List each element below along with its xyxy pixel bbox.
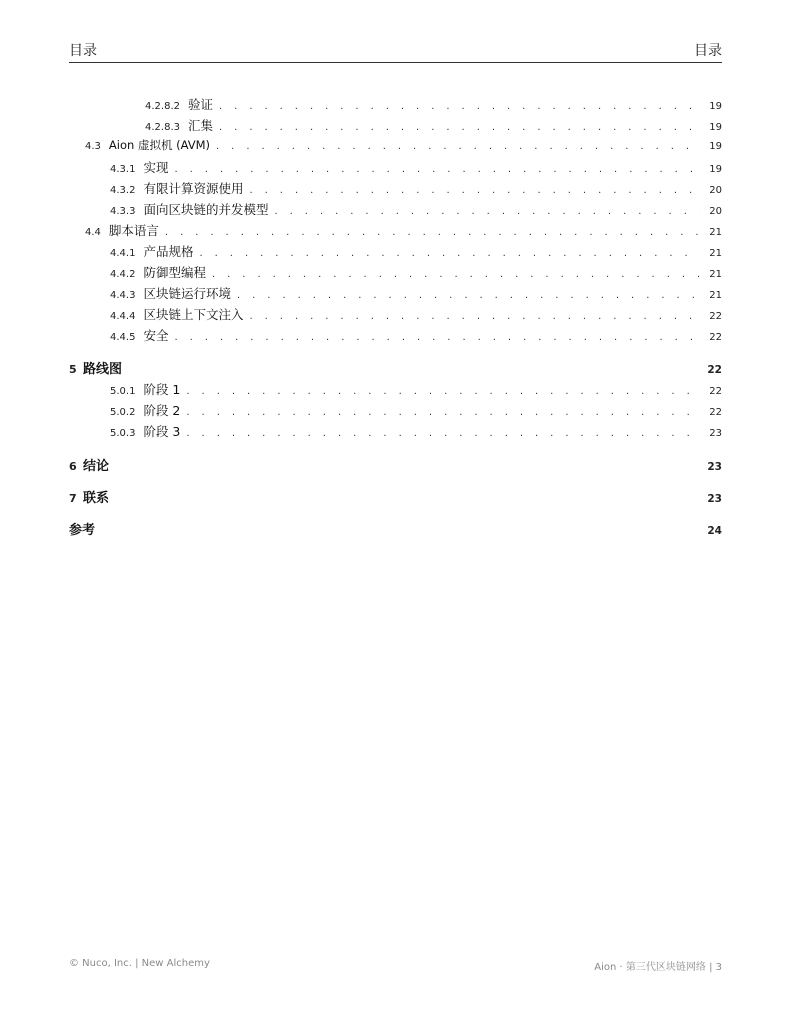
toc-chapter-6[interactable] bbox=[69, 455, 722, 474]
toc-entry-5-0-2[interactable] bbox=[69, 401, 722, 417]
toc-page-number: 19 bbox=[709, 141, 722, 152]
toc-chapter-7[interactable] bbox=[69, 487, 722, 506]
toc-page-number: 21 bbox=[709, 248, 722, 259]
toc-number: 4.4.1 bbox=[110, 248, 136, 259]
toc-leader-dots bbox=[237, 290, 700, 301]
toc-title: 面向区块链的并发模型 bbox=[143, 202, 269, 217]
toc-leader-dots bbox=[174, 164, 700, 175]
toc-page-number: 21 bbox=[709, 290, 722, 301]
toc-leader-dots bbox=[186, 386, 700, 397]
toc-page-number: 23 bbox=[707, 493, 722, 505]
toc-leader-dots bbox=[186, 428, 700, 439]
toc-entry-4-3[interactable] bbox=[69, 137, 722, 153]
toc-entry-4-4-5[interactable] bbox=[69, 326, 722, 342]
footer-document-title: Aion · 第三代区块链网络 | 3 bbox=[594, 962, 722, 973]
toc-page-number: 21 bbox=[709, 227, 722, 238]
toc-entry-4-4-1[interactable] bbox=[69, 242, 722, 258]
toc-leader-dots bbox=[249, 185, 700, 196]
page-header bbox=[69, 42, 722, 63]
toc-page-number: 22 bbox=[707, 364, 722, 376]
toc-references[interactable] bbox=[69, 519, 722, 538]
toc-page-number: 23 bbox=[709, 428, 722, 439]
toc-entry-4-4-2[interactable] bbox=[69, 263, 722, 279]
toc-title: 验证 bbox=[188, 97, 214, 112]
toc-title: 阶段 2 bbox=[143, 403, 181, 418]
toc-leader-dots bbox=[212, 269, 700, 280]
toc-entry-4-4-4[interactable] bbox=[69, 305, 722, 321]
toc-chapter-number: 5 bbox=[69, 363, 77, 376]
toc-title: 阶段 3 bbox=[143, 424, 181, 439]
toc-number: 4.3.1 bbox=[110, 164, 136, 175]
toc-page-number: 19 bbox=[709, 164, 722, 175]
toc-leader-dots bbox=[274, 206, 700, 217]
toc-number: 4.4.4 bbox=[110, 311, 136, 322]
toc-title: 防御型编程 bbox=[143, 265, 206, 280]
toc-title: 产品规格 bbox=[143, 244, 194, 259]
toc-chapter-number: 7 bbox=[69, 492, 77, 505]
toc-page-number: 19 bbox=[709, 101, 722, 112]
toc-entry-4-4-3[interactable] bbox=[69, 284, 722, 300]
toc-number: 4.3.2 bbox=[110, 185, 136, 196]
toc-entry-4-4[interactable] bbox=[69, 221, 722, 237]
toc-chapter-title: 结论 bbox=[83, 459, 110, 474]
toc-title: 汇集 bbox=[188, 118, 214, 133]
toc-leader-dots bbox=[174, 332, 700, 343]
toc-page-number: 22 bbox=[709, 332, 722, 343]
toc-page-number: 22 bbox=[709, 386, 722, 397]
toc-entry-5-0-3[interactable] bbox=[69, 422, 722, 438]
toc-title: 脚本语言 bbox=[108, 223, 159, 238]
toc-page-number: 23 bbox=[707, 461, 722, 473]
toc-title: 区块链运行环境 bbox=[143, 286, 231, 301]
toc-title: 安全 bbox=[143, 328, 169, 343]
toc-chapter-title: 参考 bbox=[69, 523, 96, 538]
toc-entry-4-2-8-2[interactable] bbox=[69, 95, 722, 111]
toc-leader-dots bbox=[165, 227, 700, 238]
toc-title: 区块链上下文注入 bbox=[143, 307, 244, 322]
toc-number: 5.0.3 bbox=[110, 428, 136, 439]
toc-number: 4.4.3 bbox=[110, 290, 136, 301]
toc-page-number: 22 bbox=[709, 407, 722, 418]
toc-number: 4.3 bbox=[85, 141, 101, 152]
toc-entry-4-3-1[interactable] bbox=[69, 158, 722, 174]
toc-title: 阶段 1 bbox=[143, 382, 181, 397]
header-right-title: 目录 bbox=[694, 43, 722, 59]
toc-number: 5.0.1 bbox=[110, 386, 136, 397]
toc-entry-4-2-8-3[interactable] bbox=[69, 116, 722, 132]
toc-title: Aion 虚拟机 (AVM) bbox=[108, 138, 210, 152]
toc-leader-dots bbox=[186, 407, 700, 418]
toc-leader-dots bbox=[219, 122, 700, 133]
toc-chapter-title: 联系 bbox=[83, 491, 110, 506]
toc-page-number: 20 bbox=[709, 206, 722, 217]
toc-number: 4.2.8.3 bbox=[145, 122, 180, 133]
toc-number: 5.0.2 bbox=[110, 407, 136, 418]
toc-leader-dots bbox=[199, 248, 700, 259]
toc-page-number: 21 bbox=[709, 269, 722, 280]
toc-number: 4.3.3 bbox=[110, 206, 136, 217]
toc-leader-dots bbox=[219, 101, 700, 112]
toc-number: 4.4.2 bbox=[110, 269, 136, 280]
toc-number: 4.2.8.2 bbox=[145, 101, 180, 112]
header-left-title: 目录 bbox=[69, 43, 97, 59]
footer-copyright: © Nuco, Inc. | New Alchemy bbox=[69, 958, 210, 969]
page-footer bbox=[69, 958, 722, 974]
toc-leader-dots bbox=[249, 311, 700, 322]
toc-title: 有限计算资源使用 bbox=[143, 181, 244, 196]
toc-page-number: 24 bbox=[707, 525, 722, 537]
toc-page-number: 19 bbox=[709, 122, 722, 133]
toc-entry-4-3-3[interactable] bbox=[69, 200, 722, 216]
toc-chapter-5[interactable] bbox=[69, 358, 722, 377]
toc-entry-5-0-1[interactable] bbox=[69, 380, 722, 396]
toc-chapter-number: 6 bbox=[69, 460, 77, 473]
toc-page-number: 20 bbox=[709, 185, 722, 196]
toc-page-number: 22 bbox=[709, 311, 722, 322]
toc-number: 4.4 bbox=[85, 227, 101, 238]
toc-number: 4.4.5 bbox=[110, 332, 136, 343]
toc-title: 实现 bbox=[143, 160, 169, 175]
toc-chapter-title: 路线图 bbox=[83, 362, 123, 377]
toc-entry-4-3-2[interactable] bbox=[69, 179, 722, 195]
toc-leader-dots bbox=[216, 141, 700, 152]
